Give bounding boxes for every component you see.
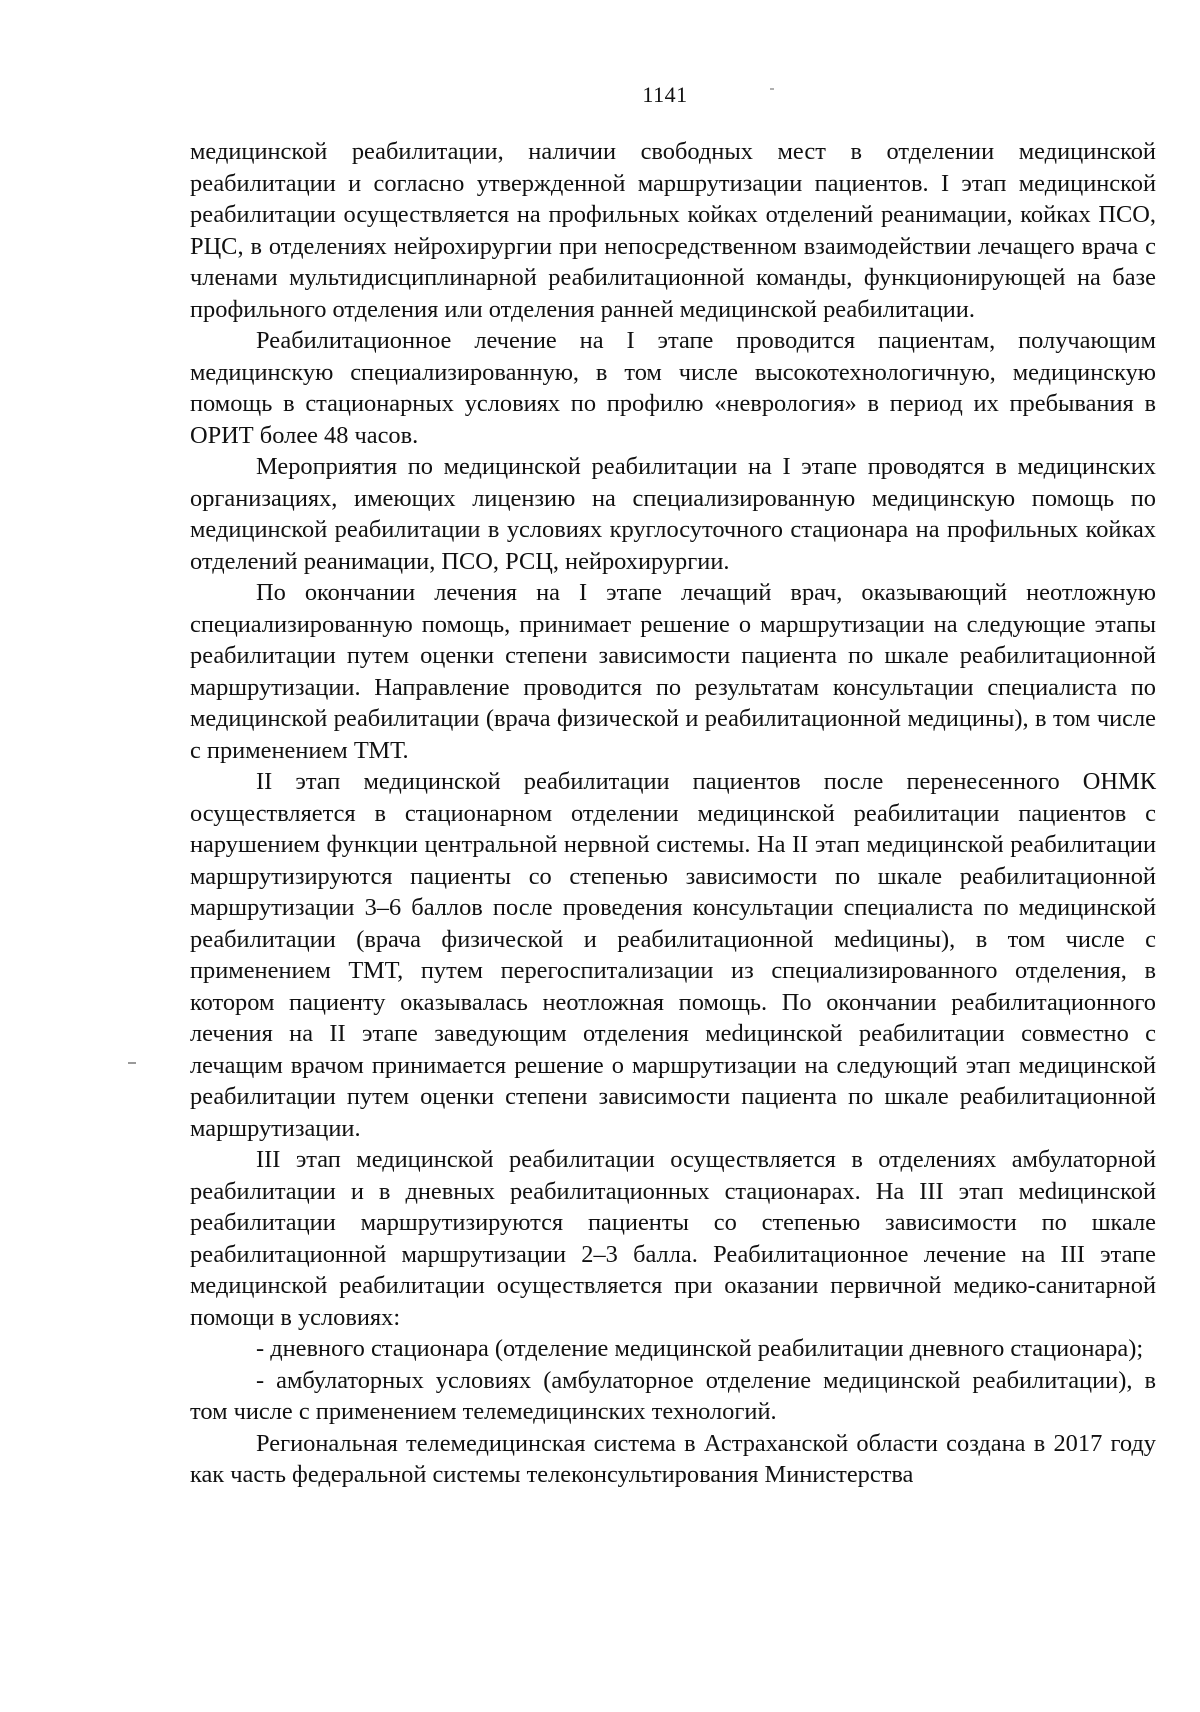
- list-item: - амбулаторных условиях (амбулаторное отделение медицинской реабилитации), в том числе с применением телемедицинских технологий.: [190, 1366, 1156, 1425]
- body-text: [190, 136, 1156, 1491]
- paragraph: Реабилитационное лечение на I этапе проводится пациентам, получающим медицинскую специализированную, в том числе высокотехнологичную, медицинскую помощь в стационарных условиях по профилю «неврология» в период их пребывания в ОРИТ более 48 часов.: [190, 327, 1156, 449]
- paragraph: По окончании лечения на I этапе лечащий врач, оказывающий неотложную специализированную помощь, принимает решение о маршрутизации на следующие этапы реабилитации путем оценки степени зависимости пациента по шкале реабилитационной маршрутизации. Направление проводится по результатам консультации специалиста по медицинской реабилитации (врача физической и реабилитационной медицины), в том числе с применением ТМТ.: [190, 579, 1156, 764]
- paragraph-continuation: медицинской реабилитации, наличии свободных мест в отделении медицинской реабилитации и согласно утвержденной маршрутизации пациентов. I этап медицинской реабилитации осуществляется на профильных койках отделений реанимации, койках ПСО, РЦС, в отделениях нейрохирургии при непосредственном взаимодействии лечащего врача с членами мультидисциплинарной реабилитационной команды, функционирующей на базе профильного отделения или отделения ранней медицинской реабилитации.: [190, 138, 1156, 323]
- paragraph: Мероприятия по медицинской реабилитации на I этапе проводятся в медицинских организациях, имеющих лицензию на специализированную медицинскую помощь по медицинской реабилитации в условиях круглосуточного стационара на профильных койках отделений реанимации, ПСО, РСЦ, нейрохирургии.: [190, 453, 1156, 575]
- scan-artifact: [128, 1062, 136, 1064]
- paragraph: II этап медицинской реабилитации пациентов после перенесенного ОНМК осуществляется в стационарном отделении медицинской реабилитации пациентов с нарушением функции центральной нервной системы. На II этап медицинской реабилитации маршрутизируются пациенты со степенью зависимости по шкале реабилитационной маршрутизации 3–6 баллов после проведения консультации специалиста по медицинской реабилитации (врача физической и реабилитационной меdицины), в том числе с применением ТМТ, путем перегоспитализации из специализированного отделения, в котором пациенту оказывалась неотложная помощь. По окончании реабилитационного лечения на II этапе заведующим отделения меdицинской реабилитации совместно с лечащим врачом принимается решение о маршрутизации на следующий этап медицинской реабилитации путем оценки степени зависимости пациента по шкале реабилитационной маршрутизации.: [190, 768, 1156, 1142]
- paragraph: III этап медицинской реабилитации осуществляется в отделениях амбулаторной реабилитации и в дневных реабилитационных стационарах. На III этап меdицинской реабилитации маршрутизируются пациенты со степенью зависимости по шкале реабилитационной маршрутизации 2–3 балла. Реабилитационное лечение на III этапе медицинской реабилитации осуществляется при оказании первичной медико-санитарной помощи в условиях:: [190, 1146, 1156, 1331]
- list-item: - дневного стационара (отделение медицинской реабилитации дневного стационара);: [256, 1335, 1144, 1362]
- paragraph: Региональная телемедицинская система в Астраханской области создана в 2017 году как часть федеральной системы телеконсультирования Министерства: [190, 1429, 1156, 1488]
- page-number: 1141: [642, 82, 688, 107]
